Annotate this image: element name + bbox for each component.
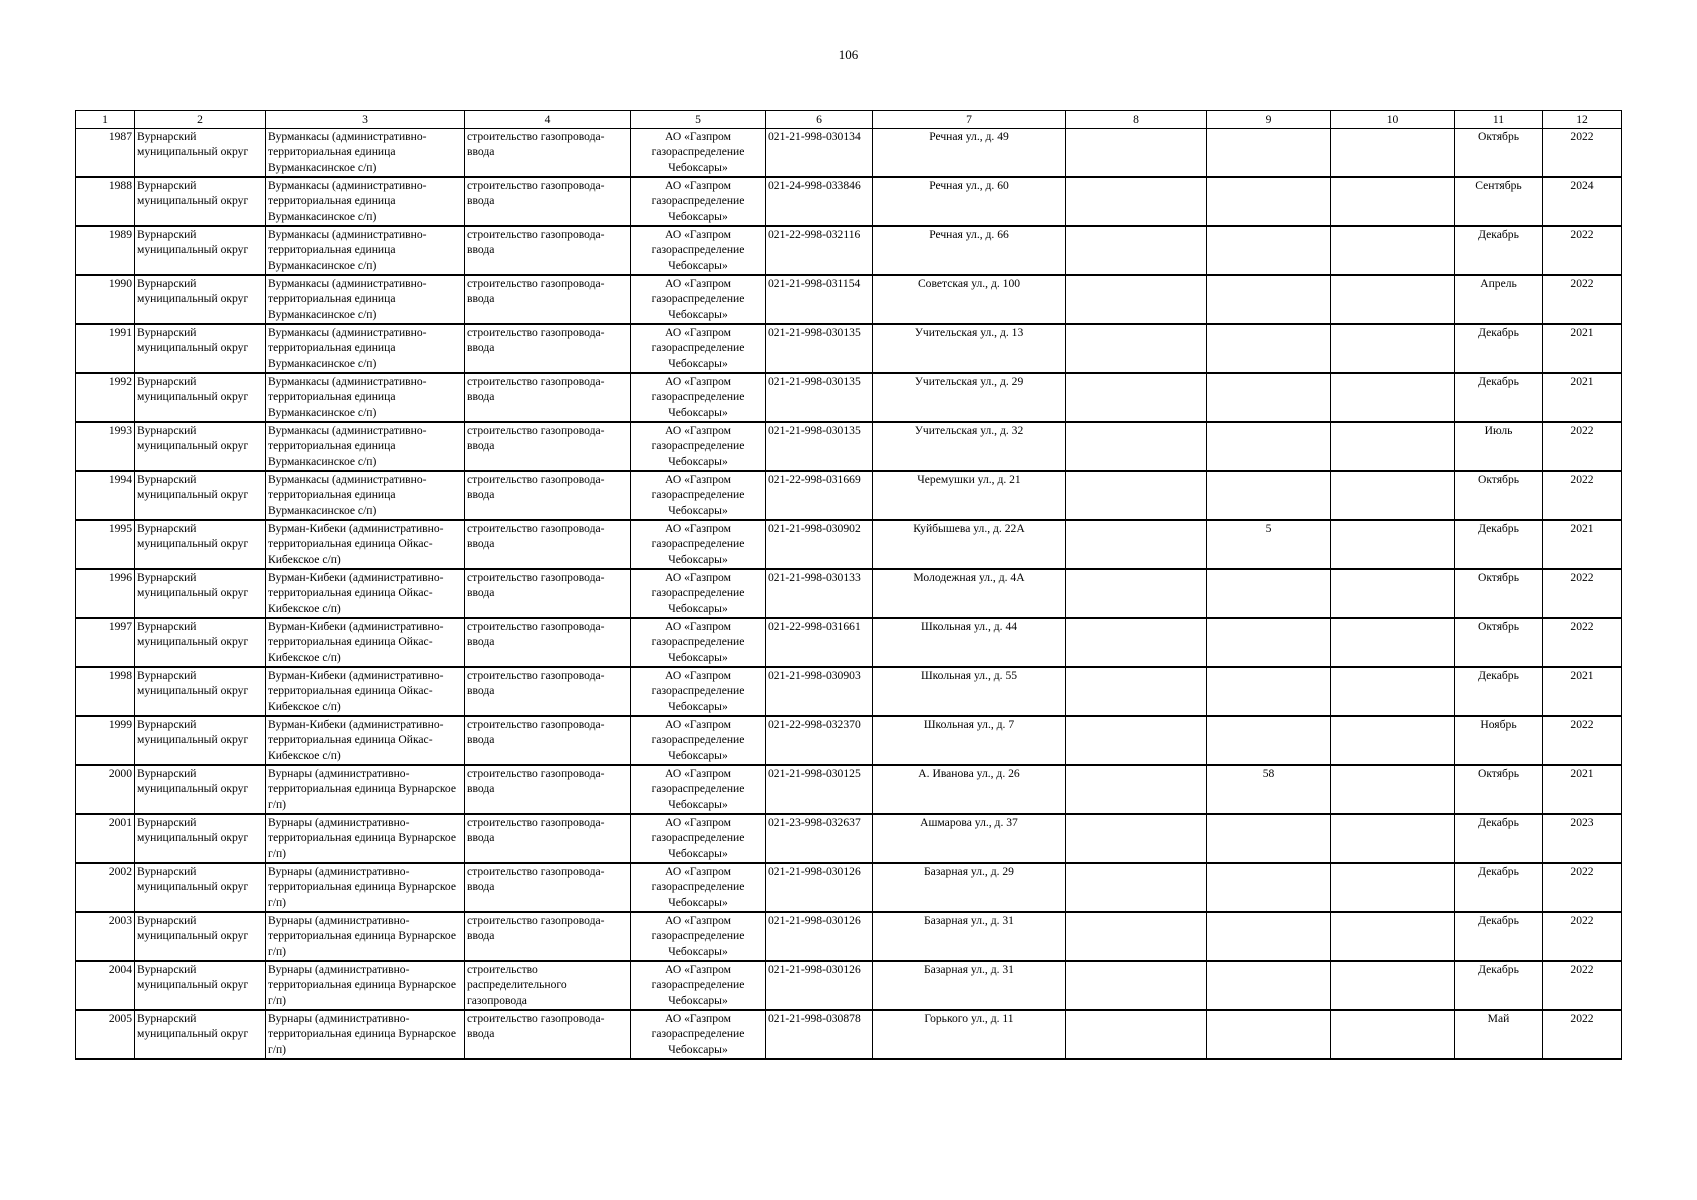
locality-cell: Вурманкасы (административно-территориальная единица Вурманкасинское с/п) bbox=[266, 471, 465, 520]
row-number: 1997 bbox=[76, 618, 135, 667]
object-code-cell: 021-21-998-030878 bbox=[766, 1010, 873, 1059]
district-cell: Вурнарский муниципальный округ bbox=[135, 716, 266, 765]
col8-cell bbox=[1066, 373, 1207, 422]
column-header-6: 6 bbox=[766, 111, 873, 129]
object-code-cell: 021-24-998-033846 bbox=[766, 177, 873, 226]
col8-cell bbox=[1066, 912, 1207, 961]
month-cell: Декабрь bbox=[1455, 324, 1543, 373]
object-code-cell: 021-21-998-030126 bbox=[766, 863, 873, 912]
month-cell: Май bbox=[1455, 1010, 1543, 1059]
col8-cell bbox=[1066, 324, 1207, 373]
year-cell: 2021 bbox=[1543, 373, 1622, 422]
year-cell: 2024 bbox=[1543, 177, 1622, 226]
row-number: 1989 bbox=[76, 226, 135, 275]
row-number: 2002 bbox=[76, 863, 135, 912]
locality-cell: Вурман-Кибеки (административно-территориальная единица Ойкас-Кибекское с/п) bbox=[266, 520, 465, 569]
col10-cell bbox=[1331, 961, 1455, 1010]
district-cell: Вурнарский муниципальный округ bbox=[135, 618, 266, 667]
locality-cell: Вурманкасы (административно-территориальная единица Вурманкасинское с/п) bbox=[266, 226, 465, 275]
table-row bbox=[76, 765, 1622, 814]
organization-cell: АО «Газпром газораспределение Чебоксары» bbox=[631, 814, 766, 863]
row-number: 1987 bbox=[76, 129, 135, 178]
table-row bbox=[76, 129, 1622, 178]
row-number: 2003 bbox=[76, 912, 135, 961]
organization-cell: АО «Газпром газораспределение Чебоксары» bbox=[631, 422, 766, 471]
address-cell: Школьная ул., д. 55 bbox=[873, 667, 1066, 716]
table-row bbox=[76, 716, 1622, 765]
locality-cell: Вурманкасы (административно-территориальная единица Вурманкасинское с/п) bbox=[266, 177, 465, 226]
address-cell: Речная ул., д. 66 bbox=[873, 226, 1066, 275]
month-cell: Апрель bbox=[1455, 275, 1543, 324]
locality-cell: Вурман-Кибеки (административно-территориальная единица Ойкас-Кибекское с/п) bbox=[266, 667, 465, 716]
column-header-10: 10 bbox=[1331, 111, 1455, 129]
col9-cell bbox=[1207, 667, 1331, 716]
table-row bbox=[76, 1010, 1622, 1059]
table-row bbox=[76, 618, 1622, 667]
district-cell: Вурнарский муниципальный округ bbox=[135, 765, 266, 814]
col9-cell bbox=[1207, 961, 1331, 1010]
year-cell: 2022 bbox=[1543, 129, 1622, 178]
col10-cell bbox=[1331, 569, 1455, 618]
table-row bbox=[76, 569, 1622, 618]
object-code-cell: 021-21-998-030135 bbox=[766, 324, 873, 373]
work-type-cell: строительство газопровода-ввода bbox=[465, 912, 631, 961]
organization-cell: АО «Газпром газораспределение Чебоксары» bbox=[631, 520, 766, 569]
col9-cell bbox=[1207, 716, 1331, 765]
year-cell: 2021 bbox=[1543, 765, 1622, 814]
object-code-cell: 021-22-998-032116 bbox=[766, 226, 873, 275]
district-cell: Вурнарский муниципальный округ bbox=[135, 667, 266, 716]
locality-cell: Вурман-Кибеки (административно-территориальная единица Ойкас-Кибекское с/п) bbox=[266, 569, 465, 618]
object-code-cell: 021-21-998-030135 bbox=[766, 373, 873, 422]
district-cell: Вурнарский муниципальный округ bbox=[135, 520, 266, 569]
district-cell: Вурнарский муниципальный округ bbox=[135, 226, 266, 275]
organization-cell: АО «Газпром газораспределение Чебоксары» bbox=[631, 961, 766, 1010]
year-cell: 2022 bbox=[1543, 569, 1622, 618]
col9-cell bbox=[1207, 814, 1331, 863]
column-header-11: 11 bbox=[1455, 111, 1543, 129]
month-cell: Декабрь bbox=[1455, 863, 1543, 912]
col10-cell bbox=[1331, 912, 1455, 961]
district-cell: Вурнарский муниципальный округ bbox=[135, 422, 266, 471]
address-cell: Школьная ул., д. 7 bbox=[873, 716, 1066, 765]
year-cell: 2021 bbox=[1543, 667, 1622, 716]
work-type-cell: строительство газопровода-ввода bbox=[465, 275, 631, 324]
work-type-cell: строительство газопровода-ввода bbox=[465, 1010, 631, 1059]
locality-cell: Вурманкасы (административно-территориальная единица Вурманкасинское с/п) bbox=[266, 422, 465, 471]
locality-cell: Вурнары (административно-территориальная единица Вурнарское г/п) bbox=[266, 1010, 465, 1059]
locality-cell: Вурман-Кибеки (административно-территориальная единица Ойкас-Кибекское с/п) bbox=[266, 618, 465, 667]
month-cell: Октябрь bbox=[1455, 618, 1543, 667]
month-cell: Декабрь bbox=[1455, 520, 1543, 569]
column-header-7: 7 bbox=[873, 111, 1066, 129]
column-header-5: 5 bbox=[631, 111, 766, 129]
month-cell: Октябрь bbox=[1455, 569, 1543, 618]
object-code-cell: 021-21-998-030125 bbox=[766, 765, 873, 814]
locality-cell: Вурнары (административно-территориальная единица Вурнарское г/п) bbox=[266, 814, 465, 863]
table-row bbox=[76, 814, 1622, 863]
year-cell: 2022 bbox=[1543, 275, 1622, 324]
district-cell: Вурнарский муниципальный округ bbox=[135, 324, 266, 373]
address-cell: Куйбышева ул., д. 22А bbox=[873, 520, 1066, 569]
row-number: 1992 bbox=[76, 373, 135, 422]
column-header-2: 2 bbox=[135, 111, 266, 129]
organization-cell: АО «Газпром газораспределение Чебоксары» bbox=[631, 765, 766, 814]
col10-cell bbox=[1331, 471, 1455, 520]
row-number: 2005 bbox=[76, 1010, 135, 1059]
work-type-cell: строительство газопровода-ввода bbox=[465, 422, 631, 471]
col8-cell bbox=[1066, 765, 1207, 814]
month-cell: Декабрь bbox=[1455, 961, 1543, 1010]
object-code-cell: 021-21-998-030126 bbox=[766, 961, 873, 1010]
row-number: 1991 bbox=[76, 324, 135, 373]
column-header-3: 3 bbox=[266, 111, 465, 129]
year-cell: 2022 bbox=[1543, 863, 1622, 912]
col9-cell bbox=[1207, 177, 1331, 226]
organization-cell: АО «Газпром газораспределение Чебоксары» bbox=[631, 569, 766, 618]
locality-cell: Вурнары (административно-территориальная единица Вурнарское г/п) bbox=[266, 765, 465, 814]
col9-cell bbox=[1207, 863, 1331, 912]
month-cell: Декабрь bbox=[1455, 814, 1543, 863]
object-code-cell: 021-21-998-030903 bbox=[766, 667, 873, 716]
locality-cell: Вурманкасы (административно-территориальная единица Вурманкасинское с/п) bbox=[266, 324, 465, 373]
col10-cell bbox=[1331, 226, 1455, 275]
row-number: 1995 bbox=[76, 520, 135, 569]
year-cell: 2023 bbox=[1543, 814, 1622, 863]
column-header-1: 1 bbox=[76, 111, 135, 129]
locality-cell: Вурнары (административно-территориальная единица Вурнарское г/п) bbox=[266, 863, 465, 912]
organization-cell: АО «Газпром газораспределение Чебоксары» bbox=[631, 177, 766, 226]
col9-cell: 58 bbox=[1207, 765, 1331, 814]
column-header-4: 4 bbox=[465, 111, 631, 129]
table-row bbox=[76, 226, 1622, 275]
organization-cell: АО «Газпром газораспределение Чебоксары» bbox=[631, 373, 766, 422]
row-number: 1993 bbox=[76, 422, 135, 471]
organization-cell: АО «Газпром газораспределение Чебоксары» bbox=[631, 324, 766, 373]
work-type-cell: строительство газопровода-ввода bbox=[465, 324, 631, 373]
year-cell: 2022 bbox=[1543, 1010, 1622, 1059]
organization-cell: АО «Газпром газораспределение Чебоксары» bbox=[631, 226, 766, 275]
address-cell: Учительская ул., д. 13 bbox=[873, 324, 1066, 373]
work-type-cell: строительство газопровода-ввода bbox=[465, 129, 631, 178]
locality-cell: Вурнары (административно-территориальная единица Вурнарское г/п) bbox=[266, 912, 465, 961]
row-number: 2000 bbox=[76, 765, 135, 814]
address-cell: Советская ул., д. 100 bbox=[873, 275, 1066, 324]
col10-cell bbox=[1331, 177, 1455, 226]
work-type-cell: строительство газопровода-ввода bbox=[465, 618, 631, 667]
address-cell: Речная ул., д. 60 bbox=[873, 177, 1066, 226]
work-type-cell: строительство распределительного газопровода bbox=[465, 961, 631, 1010]
col10-cell bbox=[1331, 520, 1455, 569]
organization-cell: АО «Газпром газораспределение Чебоксары» bbox=[631, 912, 766, 961]
locality-cell: Вурманкасы (административно-территориальная единица Вурманкасинское с/п) bbox=[266, 129, 465, 178]
header-row bbox=[76, 111, 1622, 129]
col10-cell bbox=[1331, 373, 1455, 422]
col8-cell bbox=[1066, 275, 1207, 324]
object-code-cell: 021-23-998-032637 bbox=[766, 814, 873, 863]
table-row bbox=[76, 520, 1622, 569]
object-code-cell: 021-21-998-030126 bbox=[766, 912, 873, 961]
address-cell: Базарная ул., д. 31 bbox=[873, 912, 1066, 961]
col9-cell bbox=[1207, 618, 1331, 667]
row-number: 1999 bbox=[76, 716, 135, 765]
col8-cell bbox=[1066, 716, 1207, 765]
month-cell: Июль bbox=[1455, 422, 1543, 471]
address-cell: Ашмарова ул., д. 37 bbox=[873, 814, 1066, 863]
col8-cell bbox=[1066, 520, 1207, 569]
district-cell: Вурнарский муниципальный округ bbox=[135, 961, 266, 1010]
col10-cell bbox=[1331, 275, 1455, 324]
col10-cell bbox=[1331, 716, 1455, 765]
row-number: 1996 bbox=[76, 569, 135, 618]
col10-cell bbox=[1331, 618, 1455, 667]
col9-cell bbox=[1207, 275, 1331, 324]
work-type-cell: строительство газопровода-ввода bbox=[465, 226, 631, 275]
work-type-cell: строительство газопровода-ввода bbox=[465, 765, 631, 814]
district-cell: Вурнарский муниципальный округ bbox=[135, 471, 266, 520]
col10-cell bbox=[1331, 863, 1455, 912]
address-cell: Молодежная ул., д. 4А bbox=[873, 569, 1066, 618]
address-cell: Учительская ул., д. 32 bbox=[873, 422, 1066, 471]
district-cell: Вурнарский муниципальный округ bbox=[135, 569, 266, 618]
col8-cell bbox=[1066, 814, 1207, 863]
year-cell: 2022 bbox=[1543, 618, 1622, 667]
col8-cell bbox=[1066, 422, 1207, 471]
col9-cell bbox=[1207, 471, 1331, 520]
col10-cell bbox=[1331, 324, 1455, 373]
organization-cell: АО «Газпром газораспределение Чебоксары» bbox=[631, 1010, 766, 1059]
year-cell: 2022 bbox=[1543, 422, 1622, 471]
table-row bbox=[76, 275, 1622, 324]
column-header-12: 12 bbox=[1543, 111, 1622, 129]
locality-cell: Вурманкасы (административно-территориальная единица Вурманкасинское с/п) bbox=[266, 275, 465, 324]
col8-cell bbox=[1066, 618, 1207, 667]
page-number: 106 bbox=[838, 47, 859, 62]
col9-cell bbox=[1207, 129, 1331, 178]
month-cell: Октябрь bbox=[1455, 129, 1543, 178]
table-row bbox=[76, 961, 1622, 1010]
district-cell: Вурнарский муниципальный округ bbox=[135, 863, 266, 912]
table-row bbox=[76, 912, 1622, 961]
organization-cell: АО «Газпром газораспределение Чебоксары» bbox=[631, 863, 766, 912]
work-type-cell: строительство газопровода-ввода bbox=[465, 471, 631, 520]
address-cell: Черемушки ул., д. 21 bbox=[873, 471, 1066, 520]
col10-cell bbox=[1331, 1010, 1455, 1059]
district-cell: Вурнарский муниципальный округ bbox=[135, 373, 266, 422]
district-cell: Вурнарский муниципальный округ bbox=[135, 177, 266, 226]
year-cell: 2021 bbox=[1543, 520, 1622, 569]
object-code-cell: 021-21-998-030902 bbox=[766, 520, 873, 569]
table-row bbox=[76, 863, 1622, 912]
address-cell: Базарная ул., д. 31 bbox=[873, 961, 1066, 1010]
col8-cell bbox=[1066, 177, 1207, 226]
row-number: 1994 bbox=[76, 471, 135, 520]
organization-cell: АО «Газпром газораспределение Чебоксары» bbox=[631, 275, 766, 324]
registry-table bbox=[75, 110, 1622, 1060]
address-cell: Учительская ул., д. 29 bbox=[873, 373, 1066, 422]
col10-cell bbox=[1331, 129, 1455, 178]
address-cell: Горького ул., д. 11 bbox=[873, 1010, 1066, 1059]
organization-cell: АО «Газпром газораспределение Чебоксары» bbox=[631, 471, 766, 520]
district-cell: Вурнарский муниципальный округ bbox=[135, 912, 266, 961]
col9-cell bbox=[1207, 912, 1331, 961]
locality-cell: Вурманкасы (административно-территориальная единица Вурманкасинское с/п) bbox=[266, 373, 465, 422]
locality-cell: Вурнары (административно-территориальная единица Вурнарское г/п) bbox=[266, 961, 465, 1010]
col10-cell bbox=[1331, 765, 1455, 814]
address-cell: Базарная ул., д. 29 bbox=[873, 863, 1066, 912]
work-type-cell: строительство газопровода-ввода bbox=[465, 177, 631, 226]
table-row bbox=[76, 422, 1622, 471]
address-cell: А. Иванова ул., д. 26 bbox=[873, 765, 1066, 814]
col8-cell bbox=[1066, 961, 1207, 1010]
district-cell: Вурнарский муниципальный округ bbox=[135, 129, 266, 178]
work-type-cell: строительство газопровода-ввода bbox=[465, 373, 631, 422]
row-number: 2004 bbox=[76, 961, 135, 1010]
row-number: 1988 bbox=[76, 177, 135, 226]
year-cell: 2021 bbox=[1543, 324, 1622, 373]
col9-cell bbox=[1207, 324, 1331, 373]
col8-cell bbox=[1066, 1010, 1207, 1059]
object-code-cell: 021-21-998-030135 bbox=[766, 422, 873, 471]
organization-cell: АО «Газпром газораспределение Чебоксары» bbox=[631, 129, 766, 178]
month-cell: Октябрь bbox=[1455, 471, 1543, 520]
col8-cell bbox=[1066, 226, 1207, 275]
month-cell: Декабрь bbox=[1455, 226, 1543, 275]
object-code-cell: 021-21-998-030134 bbox=[766, 129, 873, 178]
row-number: 1990 bbox=[76, 275, 135, 324]
year-cell: 2022 bbox=[1543, 471, 1622, 520]
table-row bbox=[76, 667, 1622, 716]
col8-cell bbox=[1066, 129, 1207, 178]
address-cell: Школьная ул., д. 44 bbox=[873, 618, 1066, 667]
table-row bbox=[76, 373, 1622, 422]
district-cell: Вурнарский муниципальный округ bbox=[135, 275, 266, 324]
col10-cell bbox=[1331, 814, 1455, 863]
table-row bbox=[76, 177, 1622, 226]
table-body bbox=[76, 129, 1622, 1060]
year-cell: 2022 bbox=[1543, 912, 1622, 961]
year-cell: 2022 bbox=[1543, 961, 1622, 1010]
col9-cell bbox=[1207, 226, 1331, 275]
district-cell: Вурнарский муниципальный округ bbox=[135, 814, 266, 863]
organization-cell: АО «Газпром газораспределение Чебоксары» bbox=[631, 667, 766, 716]
district-cell: Вурнарский муниципальный округ bbox=[135, 1010, 266, 1059]
work-type-cell: строительство газопровода-ввода bbox=[465, 667, 631, 716]
locality-cell: Вурман-Кибеки (административно-территориальная единица Ойкас-Кибекское с/п) bbox=[266, 716, 465, 765]
col8-cell bbox=[1066, 471, 1207, 520]
column-header-9: 9 bbox=[1207, 111, 1331, 129]
month-cell: Ноябрь bbox=[1455, 716, 1543, 765]
object-code-cell: 021-22-998-032370 bbox=[766, 716, 873, 765]
object-code-cell: 021-22-998-031669 bbox=[766, 471, 873, 520]
column-header-8: 8 bbox=[1066, 111, 1207, 129]
month-cell: Декабрь bbox=[1455, 373, 1543, 422]
organization-cell: АО «Газпром газораспределение Чебоксары» bbox=[631, 716, 766, 765]
year-cell: 2022 bbox=[1543, 226, 1622, 275]
col10-cell bbox=[1331, 667, 1455, 716]
table-row bbox=[76, 324, 1622, 373]
month-cell: Октябрь bbox=[1455, 765, 1543, 814]
organization-cell: АО «Газпром газораспределение Чебоксары» bbox=[631, 618, 766, 667]
row-number: 1998 bbox=[76, 667, 135, 716]
work-type-cell: строительство газопровода-ввода bbox=[465, 716, 631, 765]
object-code-cell: 021-22-998-031661 bbox=[766, 618, 873, 667]
col9-cell: 5 bbox=[1207, 520, 1331, 569]
address-cell: Речная ул., д. 49 bbox=[873, 129, 1066, 178]
month-cell: Сентябрь bbox=[1455, 177, 1543, 226]
work-type-cell: строительство газопровода-ввода bbox=[465, 569, 631, 618]
object-code-cell: 021-21-998-031154 bbox=[766, 275, 873, 324]
col8-cell bbox=[1066, 863, 1207, 912]
col9-cell bbox=[1207, 373, 1331, 422]
col9-cell bbox=[1207, 1010, 1331, 1059]
col10-cell bbox=[1331, 422, 1455, 471]
col9-cell bbox=[1207, 569, 1331, 618]
col8-cell bbox=[1066, 667, 1207, 716]
table-row bbox=[76, 471, 1622, 520]
row-number: 2001 bbox=[76, 814, 135, 863]
month-cell: Декабрь bbox=[1455, 667, 1543, 716]
work-type-cell: строительство газопровода-ввода bbox=[465, 814, 631, 863]
month-cell: Декабрь bbox=[1455, 912, 1543, 961]
object-code-cell: 021-21-998-030133 bbox=[766, 569, 873, 618]
col8-cell bbox=[1066, 569, 1207, 618]
year-cell: 2022 bbox=[1543, 716, 1622, 765]
col9-cell bbox=[1207, 422, 1331, 471]
work-type-cell: строительство газопровода-ввода bbox=[465, 520, 631, 569]
work-type-cell: строительство газопровода-ввода bbox=[465, 863, 631, 912]
